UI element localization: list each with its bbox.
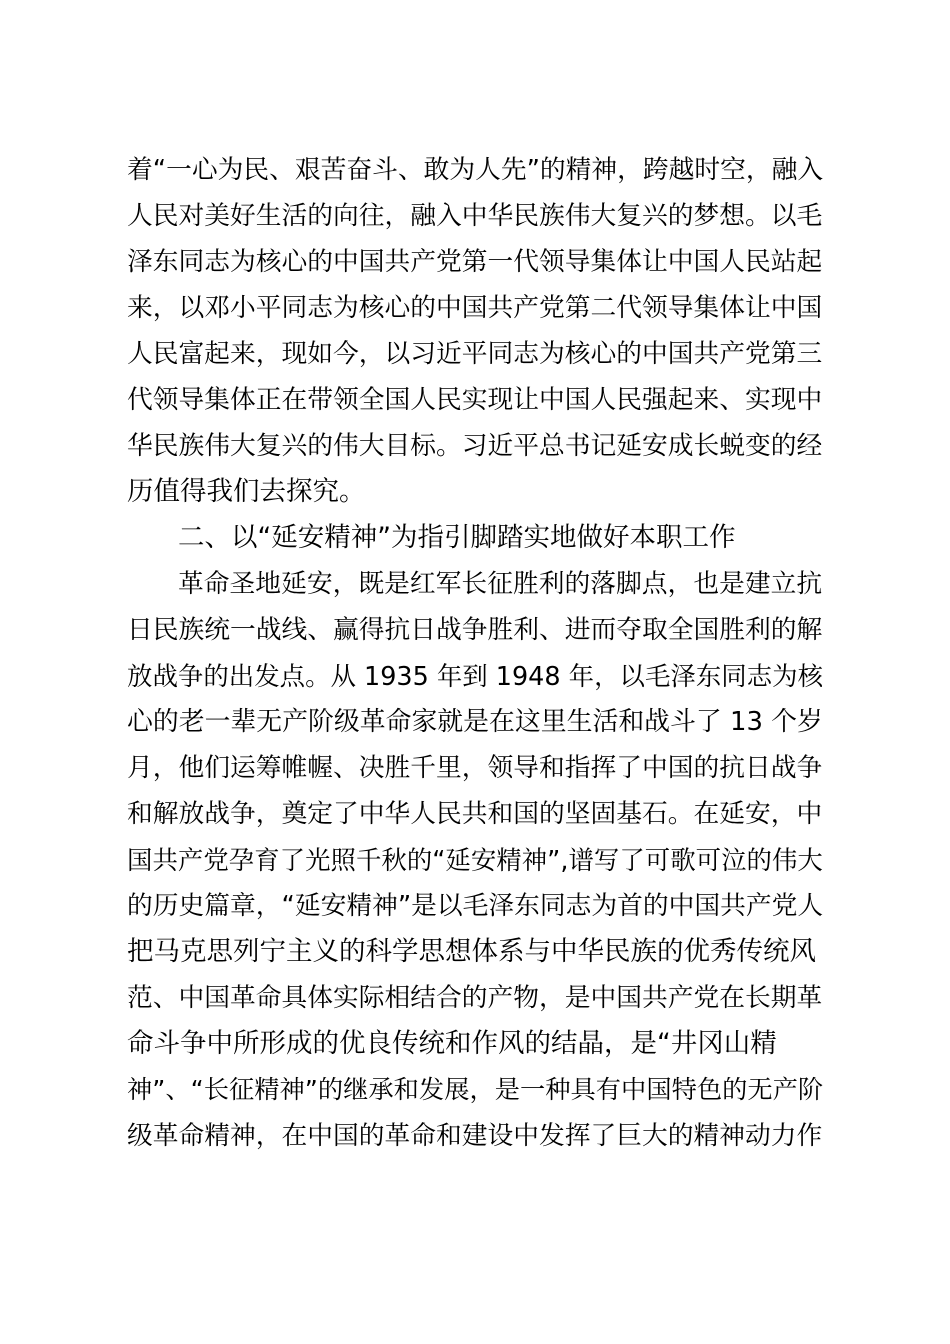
paragraph-line: 华民族伟大复兴的伟大目标。习近平总书记延安成长蜕变的经 [127, 431, 823, 461]
paragraph-line: 把马克思列宁主义的科学思想体系与中华民族的优秀传统风 [127, 936, 816, 967]
paragraph-line: 放战争的出发点。从 1935 年到 1948 年，以毛泽东同志为核 [127, 661, 824, 691]
paragraph-line: 人民富起来，现如今，以习近平同志为核心的中国共产党第三 [127, 339, 823, 369]
paragraph-line: 来，以邓小平同志为核心的中国共产党第二代领导集体让中国 [127, 293, 823, 323]
paragraph-line: 月，他们运筹帷幄、决胜千里，领导和指挥了中国的抗日战争 [127, 753, 823, 783]
paragraph-line: 日民族统一战线、赢得抗日战争胜利、进而夺取全国胜利的解 [127, 615, 823, 645]
paragraph-line: 神”、“长征精神”的继承和发展，是一种具有中国特色的无产阶 [127, 1075, 824, 1104]
paragraph-line: 泽东同志为核心的中国共产党第一代领导集体让中国人民站起 [127, 247, 823, 277]
paragraph-line: 级革命精神，在中国的革命和建设中发挥了巨大的精神动力作 [127, 1121, 823, 1151]
paragraph-line: 心的老一辈无产阶级革命家就是在这里生活和战斗了 13 个岁 [127, 707, 823, 737]
paragraph-line: 代领导集体正在带领全国人民实现让中国人民强起来、实现中 [127, 385, 823, 415]
paragraph-line: 的历史篇章，“延安精神”是以毛泽东同志为首的中国共产党人 [127, 891, 824, 921]
section-heading: 二、以“延安精神”为指引脚踏实地做好本职工作 [178, 522, 736, 553]
paragraph-line: 国共产党孕育了光照千秋的“延安精神”,谱写了可歌可泣的伟大 [127, 845, 823, 875]
paragraph-line: 和解放战争，奠定了中华人民共和国的坚固基石。在延安，中 [127, 799, 823, 829]
paragraph-line: 革命圣地延安，既是红军长征胜利的落脚点，也是建立抗 [178, 569, 823, 599]
paragraph-line: 历值得我们去探究。 [127, 476, 366, 507]
paragraph-line: 范、中国革命具体实际相结合的产物，是中国共产党在长期革 [127, 983, 823, 1013]
paragraph-line: 着“一心为民、艰苦奋斗、敢为人先”的精神，跨越时空，融入 [127, 155, 824, 185]
paragraph-line: 人民对美好生活的向往，融入中华民族伟大复兴的梦想。以毛 [127, 201, 823, 231]
paragraph-line: 命斗争中所形成的优良传统和作风的结晶，是“井冈山精 [127, 1028, 777, 1059]
